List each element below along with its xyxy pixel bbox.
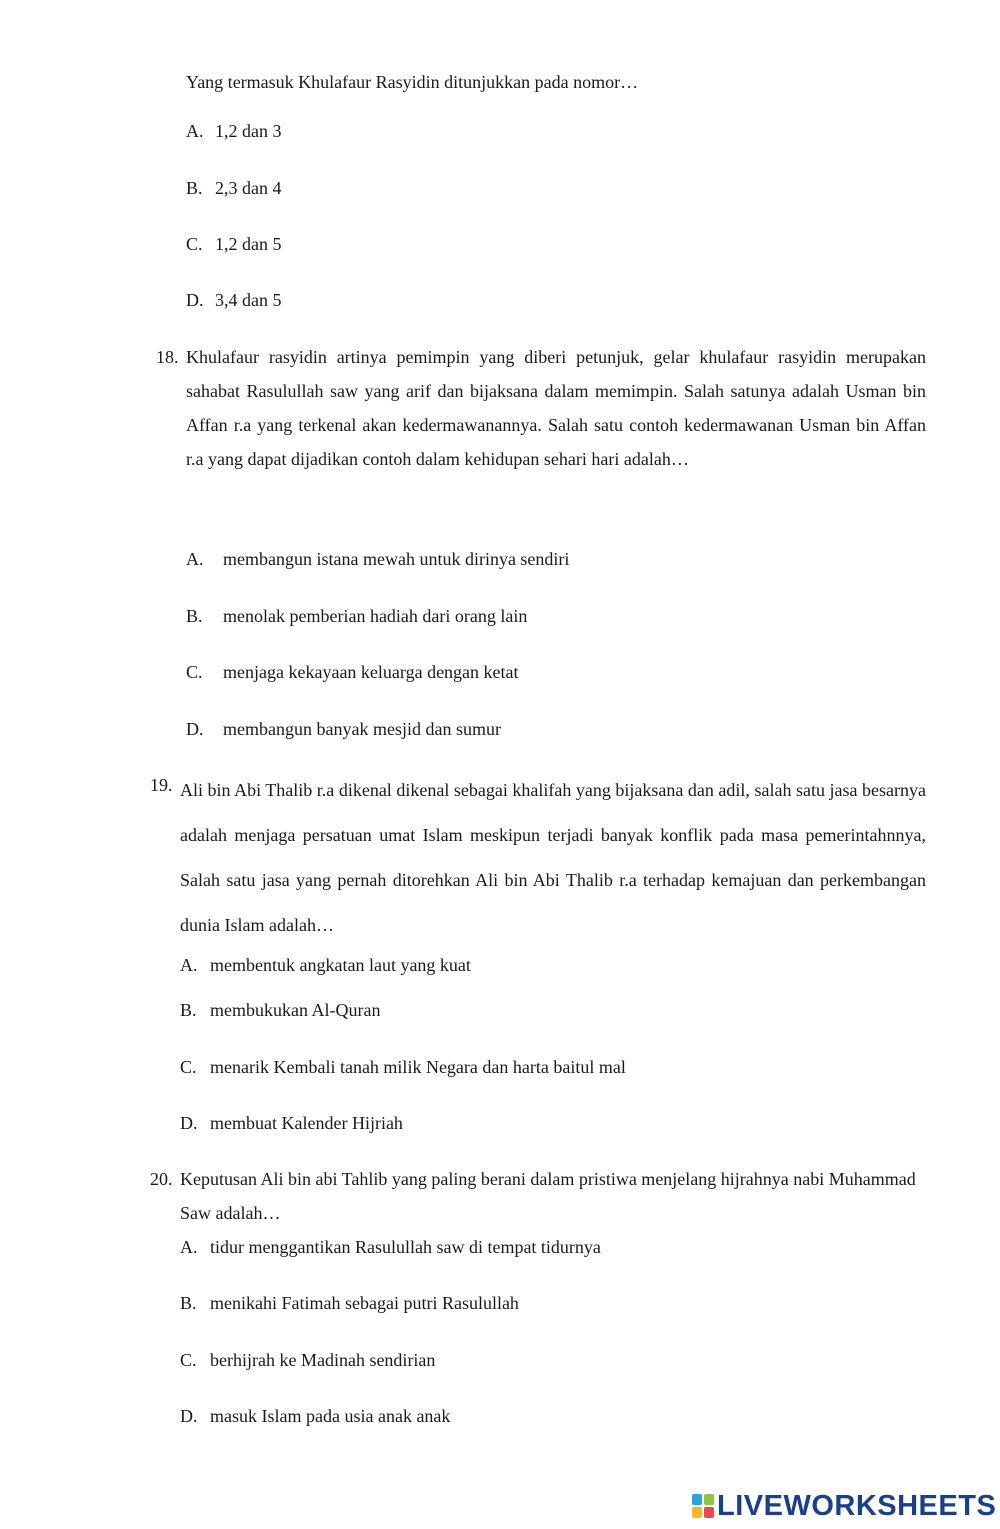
q17-option-d[interactable]: [186, 290, 282, 311]
option-text: 1,2 dan 5: [215, 234, 282, 254]
q17-option-c[interactable]: [186, 234, 282, 255]
option-text: membuat Kalender Hijriah: [210, 1113, 403, 1133]
option-letter: D.: [186, 290, 204, 310]
liveworksheets-logo-text: LIVEWORKSHEETS: [717, 1489, 997, 1522]
q19-option-a[interactable]: [180, 955, 471, 976]
option-letter: C.: [186, 662, 203, 682]
option-letter: B.: [180, 1000, 197, 1020]
option-text: membangun banyak mesjid dan sumur: [223, 719, 501, 739]
option-letter: C.: [180, 1350, 197, 1370]
option-letter: A.: [180, 1237, 198, 1257]
q20-option-a[interactable]: [180, 1237, 601, 1258]
option-text: membukukan Al-Quran: [210, 1000, 381, 1020]
option-letter: C.: [186, 234, 203, 254]
q19-option-d[interactable]: [180, 1113, 403, 1134]
q20-option-b[interactable]: [180, 1293, 519, 1314]
q18-number: 18.: [156, 347, 179, 367]
option-text: 2,3 dan 4: [215, 178, 282, 198]
option-letter: B.: [186, 178, 203, 198]
option-text: tidur menggantikan Rasulullah saw di tempat tidurnya: [210, 1237, 601, 1257]
q18-option-c[interactable]: [186, 662, 519, 683]
q17-option-a[interactable]: [186, 121, 282, 142]
q20-option-d[interactable]: [180, 1406, 450, 1427]
option-letter: C.: [180, 1057, 197, 1077]
option-text: masuk Islam pada usia anak anak: [210, 1406, 451, 1426]
option-text: 1,2 dan 3: [215, 121, 282, 141]
option-text: membangun istana mewah untuk dirinya sendiri: [223, 549, 570, 569]
option-text: berhijrah ke Madinah sendirian: [210, 1350, 436, 1370]
q20-option-c[interactable]: [180, 1350, 435, 1371]
option-letter: A.: [180, 955, 198, 975]
option-text: menarik Kembali tanah milik Negara dan harta baitul mal: [210, 1057, 626, 1077]
option-text: menjaga kekayaan keluarga dengan ketat: [223, 662, 519, 682]
q19-option-c[interactable]: [180, 1057, 626, 1078]
q19-question-text: Ali bin Abi Thalib r.a dikenal dikenal sebagai khalifah yang bijaksana dan adil, salah satu jasa besarnya adalah menjaga persatuan umat Islam meskipun terjadi banyak konflik pada masa pemerintahnnya, Salah satu jasa yang pernah ditorehkan Ali bin Abi Thalib r.a terhadap kemajuan dan perkembangan dunia Islam adalah…: [180, 780, 926, 935]
liveworksheets-logo-icon: [692, 1494, 714, 1518]
q18-option-a[interactable]: [186, 549, 569, 570]
option-letter: D.: [180, 1113, 198, 1133]
q18-option-d[interactable]: [186, 719, 501, 740]
q18-option-b[interactable]: [186, 606, 527, 627]
option-text: membentuk angkatan laut yang kuat: [210, 955, 471, 975]
option-letter: D.: [186, 719, 204, 739]
option-text: menikahi Fatimah sebagai putri Rasulullah: [210, 1293, 519, 1313]
q18-question-text: Khulafaur rasyidin artinya pemimpin yang diberi petunjuk, gelar khulafaur rasyidin merupakan sahabat Rasulullah saw yang arif dan bijaksana dalam memimpin. Salah satunya adalah Usman bin Affan r.a yang terkenal akan kedermawanannya. Salah satu contoh kedermawanan Usman bin Affan r.a yang dapat dijadikan contoh dalam kehidupan sehari hari adalah…: [186, 347, 926, 469]
q20-number: 20.: [150, 1169, 173, 1189]
liveworksheets-logo: [692, 1488, 996, 1524]
option-letter: A.: [186, 549, 204, 569]
q17-option-b[interactable]: [186, 178, 282, 199]
option-text: menolak pemberian hadiah dari orang lain: [223, 606, 528, 626]
option-letter: B.: [180, 1293, 197, 1313]
option-letter: B.: [186, 606, 203, 626]
q19-number: 19.: [150, 775, 173, 795]
option-letter: A.: [186, 121, 204, 141]
option-letter: D.: [180, 1406, 198, 1426]
option-text: 3,4 dan 5: [215, 290, 282, 310]
q20-question-text: Keputusan Ali bin abi Tahlib yang paling berani dalam pristiwa menjelang hijrahnya nabi Muhammad Saw adalah…: [180, 1169, 916, 1223]
q17-intro: Yang termasuk Khulafaur Rasyidin ditunjukkan pada nomor…: [186, 72, 639, 92]
q19-option-b[interactable]: [180, 1000, 380, 1021]
